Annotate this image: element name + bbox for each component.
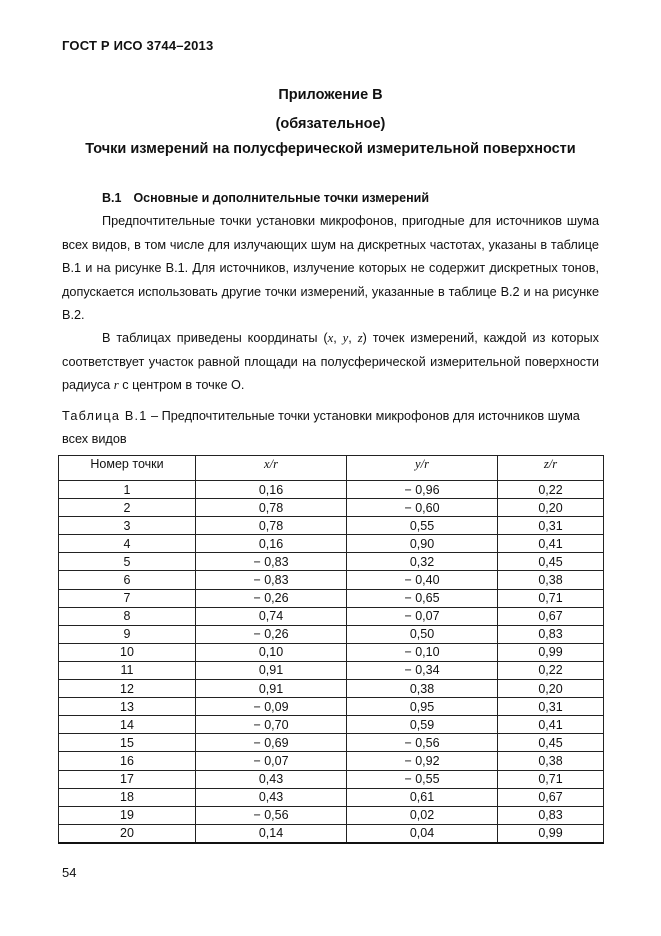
table-row — [59, 607, 604, 625]
cell-point-number: 18 — [59, 788, 196, 806]
paragraph-1: Предпочтительные точки установки микрофонов, пригодные для источников шума всех видов, в том числе для излучающих шум на дискретных частотах, указаны в таблице В.1 и на рисунке В.1. Для источников, излучение которых не содержит дискретных тонов, допускается использовать другие точки измерений, указанные в таблице В.2 и на рисунке В.2. — [62, 214, 599, 322]
cell-y-r: − 0,92 — [347, 752, 498, 770]
header-z-r: z/r — [498, 456, 604, 481]
cell-point-number: 3 — [59, 517, 196, 535]
cell-x-r: − 0,09 — [196, 698, 347, 716]
table-row — [59, 517, 604, 535]
cell-z-r: 0,31 — [498, 698, 604, 716]
cell-z-r: 0,45 — [498, 553, 604, 571]
cell-point-number: 19 — [59, 806, 196, 824]
cell-point-number: 20 — [59, 824, 196, 843]
cell-z-r: 0,20 — [498, 499, 604, 517]
cell-y-r: − 0,10 — [347, 643, 498, 661]
cell-z-r: 0,38 — [498, 571, 604, 589]
table-row — [59, 553, 604, 571]
cell-y-r: 0,38 — [347, 680, 498, 698]
document-code: ГОСТ Р ИСО 3744–2013 — [62, 38, 214, 53]
table-row — [59, 499, 604, 517]
cell-point-number: 16 — [59, 752, 196, 770]
cell-point-number: 12 — [59, 680, 196, 698]
table-caption-text: – Предпочтительные точки установки микрофонов для источников шума всех видов — [62, 409, 580, 446]
cell-z-r: 0,67 — [498, 788, 604, 806]
paragraph-2-part-3: с центром в точке О. — [118, 378, 245, 392]
cell-y-r: 0,50 — [347, 625, 498, 643]
coord-z: z — [357, 331, 363, 345]
coord-sep-2: , — [348, 331, 358, 345]
cell-point-number: 5 — [59, 553, 196, 571]
cell-x-r: 0,16 — [196, 481, 347, 499]
cell-point-number: 9 — [59, 625, 196, 643]
cell-y-r: 0,55 — [347, 517, 498, 535]
cell-y-r: − 0,56 — [347, 734, 498, 752]
paragraph-2 — [62, 327, 599, 398]
cell-z-r: 0,83 — [498, 625, 604, 643]
cell-x-r: 0,14 — [196, 824, 347, 843]
cell-z-r: 0,83 — [498, 806, 604, 824]
cell-y-r: 0,90 — [347, 535, 498, 553]
table-row — [59, 788, 604, 806]
cell-y-r: 0,95 — [347, 698, 498, 716]
appendix-status: (обязательное) — [275, 116, 386, 132]
cell-x-r: − 0,83 — [196, 571, 347, 589]
cell-point-number: 7 — [59, 589, 196, 607]
header-point-number: Номер точки — [59, 456, 196, 481]
cell-y-r: − 0,34 — [347, 661, 498, 679]
cell-x-r: 0,16 — [196, 535, 347, 553]
table-row — [59, 535, 604, 553]
cell-y-r: 0,59 — [347, 716, 498, 734]
paragraph-2-part-1: В таблицах приведены координаты ( — [102, 331, 328, 345]
cell-point-number: 13 — [59, 698, 196, 716]
cell-point-number: 1 — [59, 481, 196, 499]
cell-point-number: 17 — [59, 770, 196, 788]
cell-y-r: − 0,60 — [347, 499, 498, 517]
appendix-subtitle: Точки измерений на полусферической измерительной поверхности — [85, 141, 576, 157]
cell-y-r: 0,61 — [347, 788, 498, 806]
cell-x-r: − 0,83 — [196, 553, 347, 571]
table-row — [59, 680, 604, 698]
coord-sep-1: , — [333, 331, 343, 345]
cell-y-r: 0,04 — [347, 824, 498, 843]
table-caption-label: Таблица В.1 — [62, 409, 148, 423]
cell-x-r: − 0,69 — [196, 734, 347, 752]
coordinates-table — [58, 455, 604, 844]
section-title: Основные и дополнительные точки измерений — [133, 191, 430, 205]
table-row — [59, 752, 604, 770]
table-row — [59, 571, 604, 589]
cell-z-r: 0,99 — [498, 643, 604, 661]
header-y-r: y/r — [347, 456, 498, 481]
cell-point-number: 15 — [59, 734, 196, 752]
cell-z-r: 0,31 — [498, 517, 604, 535]
table-row — [59, 643, 604, 661]
table-row — [59, 481, 604, 499]
table-row — [59, 698, 604, 716]
cell-x-r: 0,74 — [196, 607, 347, 625]
cell-z-r: 0,71 — [498, 589, 604, 607]
cell-y-r: − 0,96 — [347, 481, 498, 499]
cell-z-r: 0,71 — [498, 770, 604, 788]
cell-z-r: 0,99 — [498, 824, 604, 843]
table-caption — [62, 405, 607, 451]
cell-point-number: 4 — [59, 535, 196, 553]
cell-point-number: 10 — [59, 643, 196, 661]
cell-x-r: − 0,56 — [196, 806, 347, 824]
cell-x-r: − 0,70 — [196, 716, 347, 734]
cell-z-r: 0,41 — [498, 716, 604, 734]
paragraph-2-part-2: ) точек измерений, каждой из которых соответствует участок равной площади на полусферической измерительной поверхности радиуса — [62, 331, 599, 392]
cell-x-r: 0,43 — [196, 770, 347, 788]
cell-point-number: 8 — [59, 607, 196, 625]
cell-y-r: − 0,40 — [347, 571, 498, 589]
cell-y-r: 0,02 — [347, 806, 498, 824]
table-row — [59, 806, 604, 824]
cell-point-number: 2 — [59, 499, 196, 517]
cell-x-r: 0,43 — [196, 788, 347, 806]
cell-x-r: 0,91 — [196, 680, 347, 698]
section-number: В.1 — [102, 191, 122, 205]
table-body — [59, 481, 604, 843]
cell-z-r: 0,41 — [498, 535, 604, 553]
cell-y-r: − 0,55 — [347, 770, 498, 788]
cell-z-r: 0,45 — [498, 734, 604, 752]
table-row — [59, 625, 604, 643]
cell-z-r: 0,20 — [498, 680, 604, 698]
table-row — [59, 770, 604, 788]
table-row — [59, 824, 604, 843]
cell-x-r: 0,91 — [196, 661, 347, 679]
cell-y-r: 0,32 — [347, 553, 498, 571]
section-heading — [102, 191, 429, 205]
cell-z-r: 0,38 — [498, 752, 604, 770]
cell-point-number: 6 — [59, 571, 196, 589]
cell-y-r: − 0,07 — [347, 607, 498, 625]
table-row — [59, 716, 604, 734]
cell-y-r: − 0,65 — [347, 589, 498, 607]
cell-z-r: 0,67 — [498, 607, 604, 625]
coord-x: x — [327, 331, 334, 345]
cell-x-r: − 0,26 — [196, 589, 347, 607]
radius-r: r — [113, 378, 119, 392]
cell-x-r: 0,78 — [196, 517, 347, 535]
table-header-row — [59, 456, 604, 481]
header-x-r: x/r — [196, 456, 347, 481]
table-row — [59, 661, 604, 679]
page-number: 54 — [62, 865, 77, 880]
cell-z-r: 0,22 — [498, 481, 604, 499]
coord-y: y — [342, 331, 349, 345]
cell-x-r: − 0,07 — [196, 752, 347, 770]
cell-x-r: 0,78 — [196, 499, 347, 517]
cell-x-r: − 0,26 — [196, 625, 347, 643]
cell-x-r: 0,10 — [196, 643, 347, 661]
cell-z-r: 0,22 — [498, 661, 604, 679]
table-row — [59, 734, 604, 752]
appendix-title: Приложение В — [278, 87, 383, 103]
cell-point-number: 11 — [59, 661, 196, 679]
cell-point-number: 14 — [59, 716, 196, 734]
table-row — [59, 589, 604, 607]
